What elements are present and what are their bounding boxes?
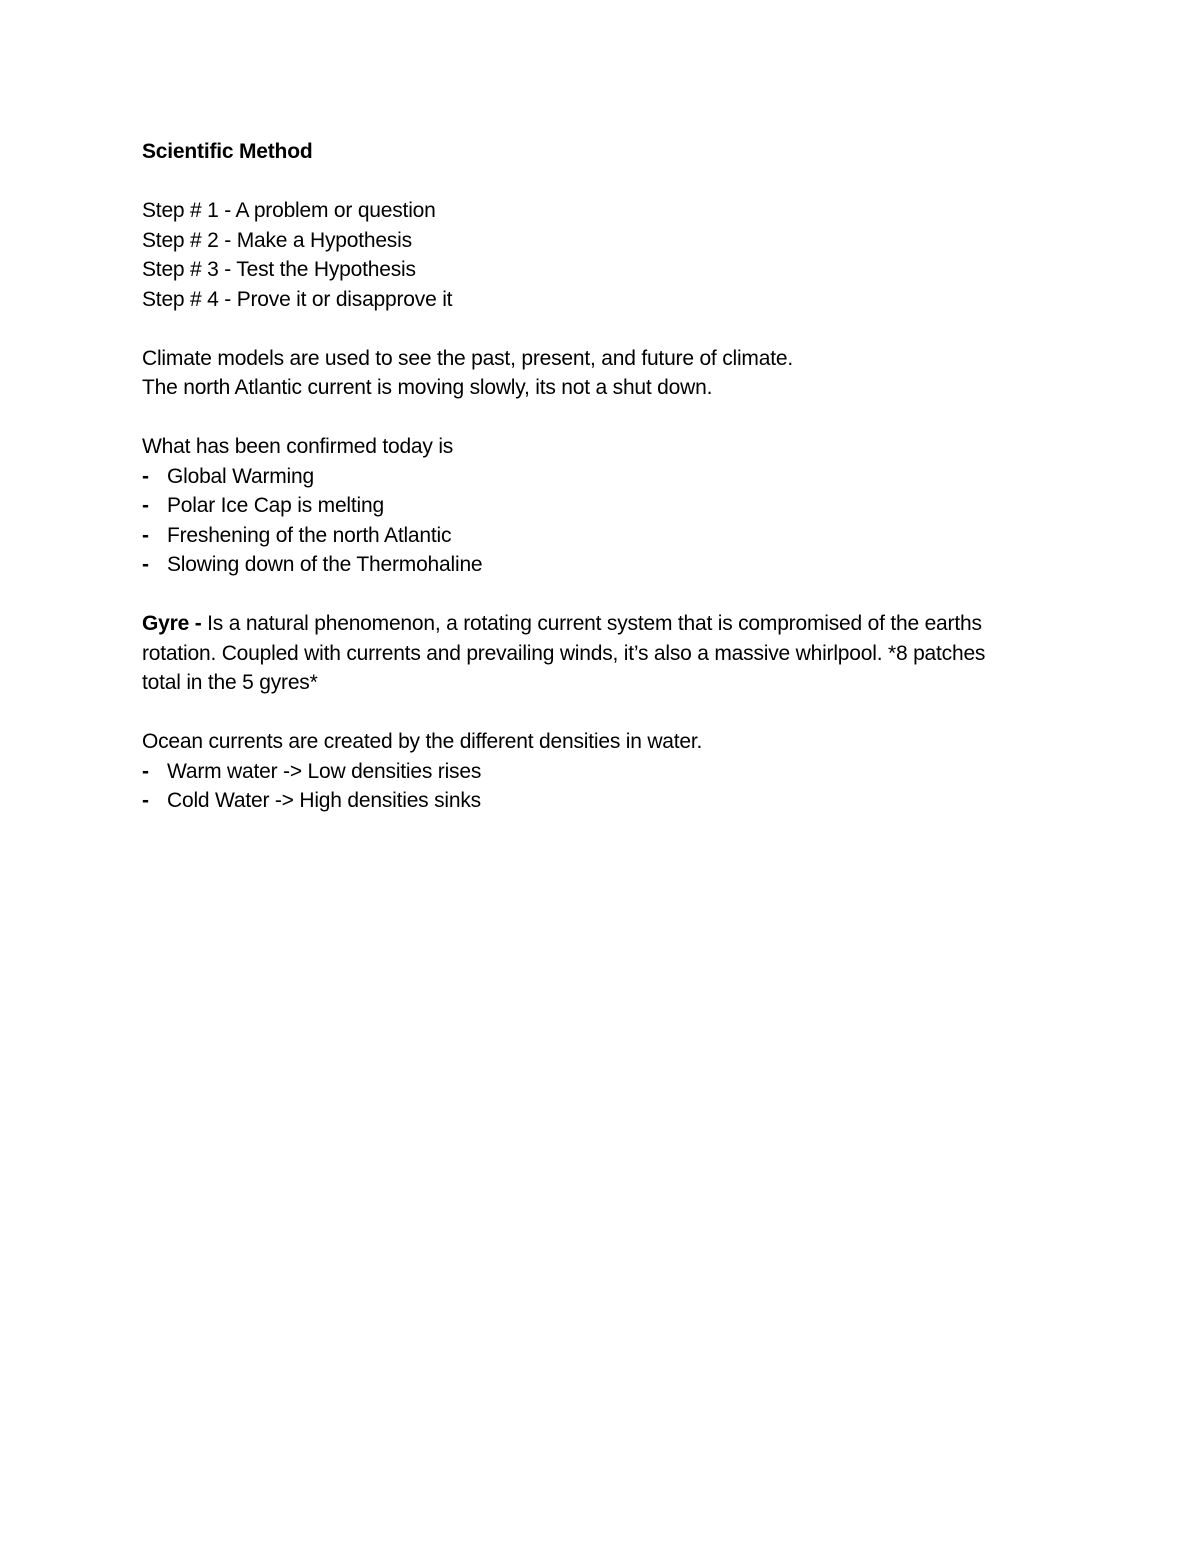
gyre-line: total in the 5 gyres*	[142, 671, 318, 694]
spacer	[142, 167, 1052, 197]
bullet-text: Cold Water -> High densities sinks	[167, 789, 481, 812]
climate-line: The north Atlantic current is moving slowly, its not a shut down.	[142, 376, 713, 399]
ocean-heading: Ocean currents are created by the different densities in water.	[142, 730, 703, 753]
bullet-item	[142, 757, 1052, 787]
ocean-section	[142, 727, 1052, 816]
climate-line: Climate models are used to see the past, present, and future of climate.	[142, 346, 793, 370]
bullet-item	[142, 786, 1052, 816]
bullet-dash: -	[142, 789, 149, 812]
confirmed-section	[142, 432, 1052, 580]
bullet-text: Polar Ice Cap is melting	[167, 494, 384, 517]
spacer	[142, 403, 1052, 433]
gyre-paragraph	[142, 609, 1052, 698]
bullet-dash: -	[142, 464, 149, 488]
bullet-dash: -	[142, 553, 149, 576]
bullet-text: Freshening of the north Atlantic	[167, 523, 452, 547]
bullet-dash: -	[142, 523, 149, 547]
climate-paragraph	[142, 344, 1052, 403]
step-item: Step # 1 - A problem or question	[142, 199, 436, 222]
gyre-term: Gyre -	[142, 612, 202, 635]
bullet-item	[142, 550, 1052, 580]
document-title: Scientific Method	[142, 140, 313, 163]
bullet-item	[142, 521, 1052, 551]
steps-list	[142, 196, 1052, 314]
step-item: Step # 2 - Make a Hypothesis	[142, 228, 412, 252]
bullet-dash: -	[142, 494, 149, 517]
gyre-line: rotation. Coupled with currents and prevailing winds, it’s also a massive whirlpool. *8 patches	[142, 641, 986, 665]
bullet-text: Slowing down of the Thermohaline	[167, 553, 483, 576]
step-item: Step # 3 - Test the Hypothesis	[142, 258, 416, 281]
bullet-dash: -	[142, 759, 149, 783]
document-page	[142, 137, 1052, 816]
spacer	[142, 580, 1052, 610]
gyre-line	[142, 609, 1052, 639]
step-item: Step # 4 - Prove it or disapprove it	[142, 287, 453, 311]
bullet-text: Global Warming	[167, 464, 314, 488]
bullet-item	[142, 462, 1052, 492]
confirmed-heading: What has been confirmed today is	[142, 435, 454, 458]
gyre-text: Is a natural phenomenon, a rotating current system that is compromised of the earths	[207, 612, 982, 635]
bullet-text: Warm water -> Low densities rises	[167, 759, 482, 783]
bullet-item	[142, 491, 1052, 521]
spacer	[142, 314, 1052, 344]
spacer	[142, 698, 1052, 728]
